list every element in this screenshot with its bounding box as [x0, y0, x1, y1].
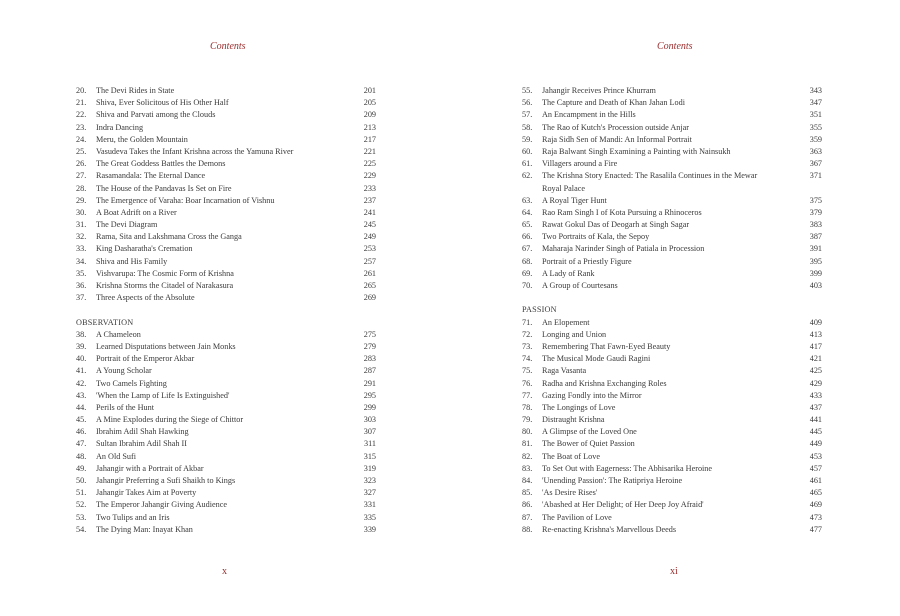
toc-entry[interactable] [76, 170, 376, 182]
entry-page: 359 [809, 134, 822, 144]
toc-entry[interactable] [76, 122, 376, 134]
entry-title: 'Abashed at Her Delight; of Her Deep Joy Afraid' [542, 500, 704, 510]
entry-title: Shiva and Parvati among the Clouds [96, 110, 216, 120]
entry-page: 413 [809, 329, 822, 339]
toc-entry[interactable] [522, 317, 822, 329]
entry-title: A Group of Courtesans [542, 281, 618, 291]
entry-number: 69. [522, 268, 533, 278]
toc-entry[interactable] [522, 329, 822, 341]
entry-page: 433 [809, 390, 822, 400]
entry-page: 269 [363, 293, 376, 303]
entry-page: 295 [363, 390, 376, 400]
entry-number: 39. [76, 341, 87, 351]
entry-page: 261 [363, 268, 376, 278]
entry-number: 34. [76, 256, 87, 266]
toc-entry[interactable] [522, 97, 822, 109]
entry-title: Ibrahim Adil Shah Hawking [96, 427, 189, 437]
entry-page: 249 [363, 232, 376, 242]
toc-entry[interactable] [522, 499, 822, 511]
entry-page: 441 [809, 415, 822, 425]
entry-page: 209 [363, 110, 376, 120]
entry-page: 287 [363, 366, 376, 376]
entry-title: A Young Scholar [96, 366, 152, 376]
entry-page: 229 [363, 171, 376, 181]
entry-page: 453 [809, 451, 822, 461]
toc-entry[interactable] [76, 195, 376, 207]
entry-page: 403 [809, 281, 822, 291]
entry-number: 65. [522, 220, 533, 230]
entry-title: The Musical Mode Gaudi Ragini [542, 354, 651, 364]
toc-entry[interactable] [76, 414, 376, 426]
entry-title: Indra Dancing [96, 122, 144, 132]
toc-entry[interactable] [76, 256, 376, 268]
entry-title: A Glimpse of the Loved One [542, 427, 637, 437]
entry-title: King Dasharatha's Cremation [96, 244, 193, 254]
entry-title: A Mine Explodes during the Siege of Chittor [96, 415, 244, 425]
entry-page: 245 [363, 220, 376, 230]
entry-title: 'When the Lamp of Life Is Extinguished' [96, 390, 230, 400]
entry-page: 275 [363, 329, 376, 339]
entry-number: 75. [522, 366, 533, 376]
toc-entry[interactable] [76, 219, 376, 231]
entry-title: Radha and Krishna Exchanging Roles [542, 378, 667, 388]
entry-number: 80. [522, 427, 533, 437]
entry-number: 63. [522, 195, 533, 205]
toc-entry[interactable] [76, 365, 376, 377]
entry-page: 205 [363, 98, 376, 108]
entry-number: 38. [76, 329, 87, 339]
entry-title: The Dying Man: Inayat Khan [96, 524, 193, 534]
entry-title: Vasudeva Takes the Infant Krishna across the Yamuna River [96, 146, 294, 156]
entry-title: Two Portraits of Kala, the Sepoy [542, 232, 650, 242]
entry-page: 409 [809, 317, 822, 327]
entry-title: Portrait of a Priestly Figure [542, 256, 632, 266]
toc-entry[interactable] [76, 487, 376, 499]
toc-entry[interactable] [522, 426, 822, 438]
entry-number: 86. [522, 500, 533, 510]
entry-number: 24. [76, 134, 87, 144]
entry-number: 66. [522, 232, 533, 242]
entry-number: 87. [522, 512, 533, 522]
right-page [450, 0, 900, 616]
entry-title: Sultan Ibrahim Adil Shah II [96, 439, 187, 449]
entry-number: 31. [76, 220, 87, 230]
entry-number: 52. [76, 500, 87, 510]
toc-entry[interactable] [522, 451, 822, 463]
toc-entry[interactable] [76, 207, 376, 219]
entry-number: 56. [522, 98, 533, 108]
entry-number: 71. [522, 317, 533, 327]
entry-page: 477 [809, 524, 822, 534]
entry-title: A Chameleon [96, 329, 141, 339]
toc-entry[interactable] [522, 341, 822, 353]
entry-title: Rawat Gokul Das of Deogarh at Singh Sagar [542, 220, 690, 230]
entry-number: 81. [522, 439, 533, 449]
entry-number: 57. [522, 110, 533, 120]
entry-page: 319 [363, 463, 376, 473]
toc-entry[interactable] [76, 341, 376, 353]
toc-entry[interactable] [522, 219, 822, 231]
entry-number: 27. [76, 171, 87, 181]
entry-page: 221 [363, 146, 376, 156]
entry-number: 68. [522, 256, 533, 266]
entry-number: 35. [76, 268, 87, 278]
entry-number: 47. [76, 439, 87, 449]
entry-page: 331 [363, 500, 376, 510]
toc-entry[interactable] [76, 158, 376, 170]
entry-page: 201 [363, 86, 376, 95]
toc-entry[interactable] [76, 475, 376, 487]
entry-page: 303 [363, 415, 376, 425]
entry-title: Distraught Krishna [542, 415, 605, 425]
entry-page: 465 [809, 488, 822, 498]
entry-page: 399 [809, 268, 822, 278]
entry-page: 241 [363, 207, 376, 217]
toc-entry[interactable] [522, 438, 822, 450]
toc-entry[interactable] [522, 402, 822, 414]
entry-number: 36. [76, 281, 87, 290]
running-head: Contents [657, 41, 693, 52]
entry-title: Meru, the Golden Mountain [96, 134, 188, 144]
entry-number: 29. [76, 195, 87, 205]
entry-number: 67. [522, 244, 533, 254]
toc-entry[interactable] [76, 499, 376, 511]
entry-title: Krishna Storms the Citadel of Narakasura [96, 281, 234, 290]
entry-page: 339 [363, 524, 376, 534]
section-heading: OBSERVATION [76, 317, 134, 327]
entry-page: 347 [809, 98, 822, 108]
entry-title: The Bower of Quiet Passion [542, 439, 635, 449]
entry-number: 73. [522, 341, 533, 351]
toc-entry[interactable] [522, 122, 822, 134]
entry-title: The Devi Diagram [96, 220, 158, 230]
entry-number: 61. [522, 159, 533, 169]
entry-number: 37. [76, 293, 87, 303]
entry-number: 42. [76, 378, 87, 388]
toc-entry[interactable] [76, 280, 376, 292]
entry-number: 58. [522, 122, 533, 132]
entry-title: Rasamandala: The Eternal Dance [96, 171, 206, 181]
entry-page: 395 [809, 256, 822, 266]
entry-page: 375 [809, 195, 822, 205]
entry-title: A Boat Adrift on a River [96, 207, 177, 217]
toc-entry[interactable] [522, 512, 822, 524]
entry-title: The Emperor Jahangir Giving Audience [96, 500, 227, 510]
toc-entry[interactable] [522, 524, 822, 536]
entry-title: Villagers around a Fire [542, 159, 618, 169]
entry-page: 279 [363, 341, 376, 351]
entry-page: 469 [809, 500, 822, 510]
entry-page: 445 [809, 427, 822, 437]
entry-title: The Rao of Kutch's Procession outside Anjar [542, 122, 690, 132]
toc-entry[interactable] [522, 475, 822, 487]
page-number: x [222, 566, 227, 577]
entry-number: 44. [76, 402, 87, 412]
entry-page: 383 [809, 220, 822, 230]
entry-number: 60. [522, 146, 533, 156]
entry-title: The Longings of Love [542, 402, 616, 412]
entry-title: Raja Sidh Sen of Mandi: An Informal Portrait [542, 134, 692, 144]
entry-title: The Krishna Story Enacted: The Rasalila Continues in the Mewar Royal Palace [542, 171, 758, 193]
toc-entry[interactable] [522, 353, 822, 365]
entry-title: Portrait of the Emperor Akbar [96, 354, 195, 364]
toc-entry[interactable] [522, 280, 822, 292]
entry-title: Jahangir with a Portrait of Akbar [96, 463, 204, 473]
toc-list [76, 85, 376, 536]
entry-number: 33. [76, 244, 87, 254]
entry-title: An Old Sufi [96, 451, 137, 461]
toc-entry[interactable] [76, 329, 376, 341]
toc-entry[interactable] [76, 353, 376, 365]
entry-title: The Capture and Death of Khan Jahan Lodi [542, 98, 686, 108]
entry-number: 64. [522, 207, 533, 217]
entry-title: Longing and Union [542, 329, 607, 339]
toc-entry[interactable] [76, 438, 376, 450]
toc-entry[interactable] [76, 268, 376, 280]
entry-page: 457 [809, 463, 822, 473]
entry-title: Jahangir Takes Aim at Poverty [96, 488, 197, 498]
entry-page: 311 [364, 439, 376, 449]
entry-title: The House of the Pandavas Is Set on Fire [96, 183, 232, 193]
entry-title: Vishvarupa: The Cosmic Form of Krishna [96, 268, 234, 278]
entry-page: 283 [363, 354, 376, 364]
entry-number: 74. [522, 354, 533, 364]
entry-page: 233 [363, 183, 376, 193]
toc-entry[interactable] [522, 243, 822, 255]
toc-entry[interactable] [76, 426, 376, 438]
entry-page: 367 [809, 159, 822, 169]
entry-page: 307 [363, 427, 376, 437]
entry-title: Shiva, Ever Solicitous of His Other Half [96, 98, 229, 108]
entry-title: Learned Disputations between Jain Monks [96, 341, 236, 351]
entry-page: 351 [809, 110, 822, 120]
entry-title: Raga Vasanta [542, 366, 587, 376]
toc-entry[interactable] [522, 463, 822, 475]
entry-title: Two Tulips and an Iris [96, 512, 170, 522]
entry-number: 26. [76, 159, 87, 169]
entry-number: 76. [522, 378, 533, 388]
toc-entry[interactable] [76, 512, 376, 524]
entry-title: A Royal Tiger Hunt [542, 195, 607, 205]
toc-entry[interactable] [522, 134, 822, 146]
toc-list [522, 85, 822, 536]
toc-entry[interactable] [522, 256, 822, 268]
entry-number: 43. [76, 390, 87, 400]
entry-page: 225 [363, 159, 376, 169]
entry-page: 391 [809, 244, 822, 254]
entry-page: 265 [363, 281, 376, 290]
entry-title: Jahangir Preferring a Sufi Shaikh to Kings [96, 476, 236, 485]
toc-entry[interactable] [76, 451, 376, 463]
entry-number: 88. [522, 524, 533, 534]
toc-entry[interactable] [522, 268, 822, 280]
toc-entry[interactable] [76, 524, 376, 536]
toc-entry[interactable] [522, 487, 822, 499]
section-heading: PASSION [522, 305, 557, 315]
entry-page: 291 [363, 378, 376, 388]
entry-number: 45. [76, 415, 87, 425]
entry-page: 299 [363, 402, 376, 412]
entry-number: 21. [76, 98, 87, 108]
toc-entry[interactable] [76, 97, 376, 109]
entry-page: 379 [809, 207, 822, 217]
entry-number: 20. [76, 86, 87, 95]
entry-page: 425 [809, 366, 822, 376]
entry-title: Shiva and His Family [96, 256, 168, 266]
entry-number: 51. [76, 488, 87, 498]
entry-number: 77. [522, 390, 533, 400]
entry-title: Remembering That Fawn-Eyed Beauty [542, 341, 671, 351]
entry-title: An Encampment in the Hills [542, 110, 636, 120]
entry-title: The Boat of Love [542, 451, 600, 461]
entry-title: An Elopement [542, 317, 590, 327]
entry-page: 363 [809, 146, 822, 156]
entry-page: 371 [809, 171, 822, 181]
toc-entry[interactable] [76, 292, 376, 304]
entry-number: 84. [522, 476, 533, 486]
entry-number: 25. [76, 146, 87, 156]
entry-title: The Emergence of Varaha: Boar Incarnation of Vishnu [96, 195, 275, 205]
entry-page: 237 [363, 195, 376, 205]
toc-entry[interactable] [76, 378, 376, 390]
entry-number: 23. [76, 122, 87, 132]
entry-page: 217 [363, 134, 376, 144]
toc-entry[interactable] [522, 365, 822, 377]
entry-title: To Set Out with Eagerness: The Abhisarika Heroine [542, 463, 713, 473]
entry-page: 343 [809, 86, 822, 95]
entry-page: 437 [809, 402, 822, 412]
entry-number: 79. [522, 415, 533, 425]
entry-title: 'Unending Passion': The Ratipriya Heroine [542, 476, 683, 486]
entry-number: 62. [522, 171, 533, 181]
entry-title: The Great Goddess Battles the Demons [96, 159, 226, 169]
entry-page: 355 [809, 122, 822, 132]
entry-number: 40. [76, 354, 87, 364]
page-number: xi [670, 566, 678, 577]
entry-page: 257 [363, 256, 376, 266]
toc-entry[interactable] [76, 146, 376, 158]
entry-number: 30. [76, 207, 87, 217]
entry-page: 323 [363, 476, 376, 485]
entry-number: 55. [522, 86, 533, 95]
entry-number: 46. [76, 427, 87, 437]
toc-entry[interactable] [76, 109, 376, 121]
toc-entry[interactable] [522, 378, 822, 390]
entry-page: 421 [809, 354, 822, 364]
toc-entry[interactable] [522, 146, 822, 158]
toc-entry[interactable] [522, 207, 822, 219]
entry-title: Three Aspects of the Absolute [96, 293, 195, 303]
entry-number: 48. [76, 451, 87, 461]
entry-number: 70. [522, 281, 533, 291]
entry-title: Maharaja Narinder Singh of Patiala in Procession [542, 244, 705, 254]
entry-page: 253 [363, 244, 376, 254]
entry-number: 28. [76, 183, 87, 193]
entry-number: 83. [522, 463, 533, 473]
entry-number: 54. [76, 524, 87, 534]
entry-page: 387 [809, 232, 822, 242]
entry-number: 78. [522, 402, 533, 412]
entry-title: 'As Desire Rises' [542, 488, 598, 498]
entry-title: Gazing Fondly into the Mirror [542, 390, 642, 400]
toc-entry[interactable] [522, 390, 822, 402]
entry-title: Two Camels Fighting [96, 378, 167, 388]
entry-number: 32. [76, 232, 87, 242]
entry-title: The Devi Rides in State [96, 86, 175, 95]
entry-title: Re-enacting Krishna's Marvellous Deeds [542, 524, 677, 534]
entry-page: 213 [363, 122, 376, 132]
toc-entry[interactable] [76, 402, 376, 414]
entry-page: 315 [363, 451, 376, 461]
entry-title: A Lady of Rank [542, 268, 595, 278]
entry-title: Rama, Sita and Lakshmana Cross the Ganga [96, 232, 242, 242]
entry-number: 22. [76, 110, 87, 120]
entry-page: 417 [809, 341, 822, 351]
toc-entry[interactable] [522, 109, 822, 121]
entry-title: Perils of the Hunt [96, 402, 154, 412]
entry-title: Rao Ram Singh I of Kota Pursuing a Rhinoceros [542, 207, 702, 217]
entry-number: 85. [522, 488, 533, 498]
entry-number: 49. [76, 463, 87, 473]
entry-number: 82. [522, 451, 533, 461]
entry-title: The Pavilion of Love [542, 512, 612, 522]
entry-number: 53. [76, 512, 87, 522]
entry-number: 72. [522, 329, 533, 339]
toc-entry[interactable] [522, 195, 822, 207]
entry-number: 50. [76, 476, 87, 485]
toc-entry[interactable] [76, 463, 376, 475]
running-head: Contents [210, 41, 246, 52]
entry-number: 59. [522, 134, 533, 144]
toc-entry[interactable] [76, 390, 376, 402]
entry-page: 429 [809, 378, 822, 388]
toc-entry[interactable] [76, 231, 376, 243]
toc-entry[interactable] [522, 158, 822, 170]
toc-entry[interactable] [76, 243, 376, 255]
toc-entry[interactable] [522, 85, 822, 97]
entry-page: 335 [363, 512, 376, 522]
entry-number: 41. [76, 366, 87, 376]
toc-entry[interactable] [522, 170, 822, 194]
toc-entry[interactable] [522, 414, 822, 426]
entry-title: Raja Balwant Singh Examining a Painting with Nainsukh [542, 146, 731, 156]
toc-entry[interactable] [76, 183, 376, 195]
toc-entry[interactable] [522, 231, 822, 243]
entry-page: 449 [809, 439, 822, 449]
entry-page: 327 [363, 488, 376, 498]
toc-entry[interactable] [76, 134, 376, 146]
toc-entry[interactable] [76, 85, 376, 97]
entry-page: 473 [809, 512, 822, 522]
entry-title: Jahangir Receives Prince Khurram [542, 86, 656, 95]
entry-page: 461 [809, 476, 822, 486]
